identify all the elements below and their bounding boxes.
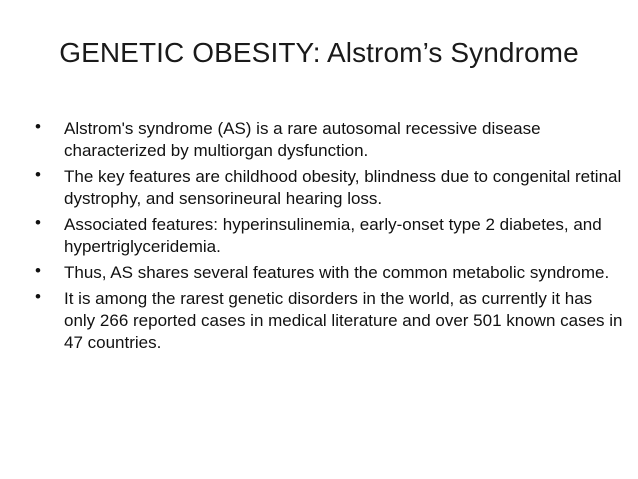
bullet-text: Thus, AS shares several features with the common metabolic syndrome.: [64, 263, 610, 282]
bullet-item-2: [34, 166, 624, 210]
bullet-icon: •: [35, 117, 41, 136]
bullet-icon: •: [35, 261, 41, 280]
bullet-text: Associated features: hyperinsulinemia, early-onset type 2 diabetes, and hypertriglyceridemia.: [64, 215, 602, 256]
bullet-icon: •: [35, 165, 41, 184]
bullet-text: Alstrom's syndrome (AS) is a rare autosomal recessive disease characterized by multiorgan dysfunction.: [64, 119, 541, 160]
bullet-item-3: [34, 214, 624, 258]
bullet-icon: •: [35, 213, 41, 232]
slide-title: GENETIC OBESITY: Alstrom’s Syndrome: [59, 37, 579, 68]
bullet-item-5: [34, 288, 624, 354]
bullet-item-4: [34, 262, 624, 284]
bullet-text: It is among the rarest genetic disorders in the world, as currently it has only 266 reported cases in medical literature and over 501 known cases in 47 countries.: [64, 289, 623, 352]
bullet-icon: •: [35, 287, 41, 306]
bullet-list: [34, 118, 624, 358]
bullet-item-1: [34, 118, 624, 162]
bullet-text: The key features are childhood obesity, blindness due to congenital retinal dystrophy, and sensorineural hearing loss.: [64, 167, 622, 208]
